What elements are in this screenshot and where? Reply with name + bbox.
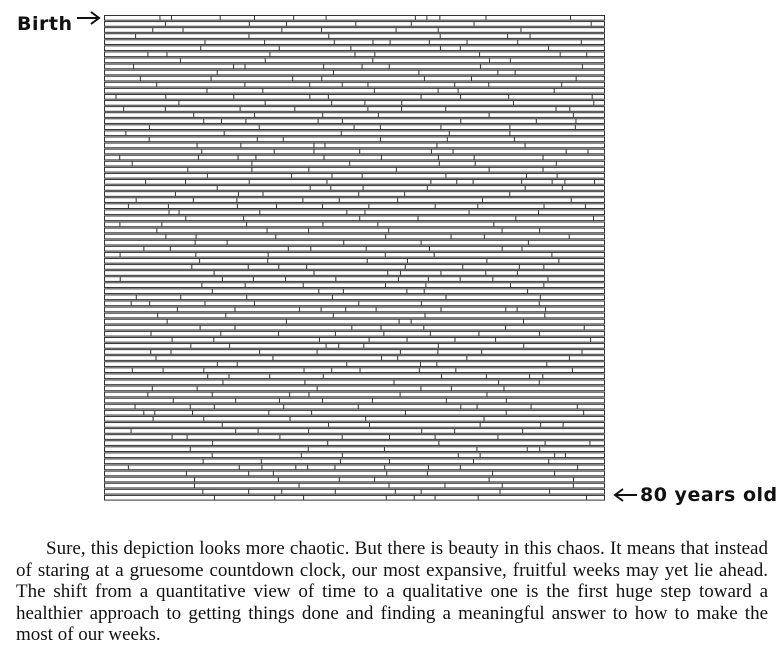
life-row xyxy=(105,149,605,154)
row-outline xyxy=(105,113,605,118)
row-outline xyxy=(105,259,605,264)
row-outline xyxy=(105,167,605,172)
life-row xyxy=(105,88,605,93)
row-outline xyxy=(105,216,605,221)
life-row xyxy=(105,362,605,367)
life-row xyxy=(105,483,605,488)
row-outline xyxy=(105,22,605,27)
row-outline xyxy=(105,76,605,81)
life-row xyxy=(105,295,605,300)
life-row xyxy=(105,34,605,39)
row-outline xyxy=(105,137,605,142)
life-row xyxy=(105,441,605,446)
row-outline xyxy=(105,325,605,330)
row-outline xyxy=(105,441,605,446)
row-outline xyxy=(105,429,605,434)
row-outline xyxy=(105,252,605,257)
life-row xyxy=(105,331,605,336)
life-row xyxy=(105,198,605,203)
row-outline xyxy=(105,161,605,166)
life-row xyxy=(105,246,605,251)
row-outline xyxy=(105,477,605,482)
row-outline xyxy=(105,295,605,300)
life-row xyxy=(105,289,605,294)
life-row xyxy=(105,161,605,166)
row-outline xyxy=(105,246,605,251)
life-row xyxy=(105,137,605,142)
row-outline xyxy=(105,94,605,99)
life-row xyxy=(105,447,605,452)
life-row xyxy=(105,465,605,470)
life-row xyxy=(105,344,605,349)
life-row xyxy=(105,423,605,428)
life-row xyxy=(105,356,605,361)
row-outline xyxy=(105,350,605,355)
row-outline xyxy=(105,119,605,124)
life-row xyxy=(105,252,605,257)
row-outline xyxy=(105,149,605,154)
row-outline xyxy=(105,453,605,458)
life-row xyxy=(105,489,605,494)
caption-paragraph: Sure, this depiction looks more chaotic. But there is beauty in this chaos. It means that instead of staring at a gruesome countdown clock, our most expansive, fruitful weeks may yet lie ahead. The shift from a quantitative view of time to a qualitative one is the first huge step toward a healthier approach to getting things done and finding a meaningful answer to how to make the most of our weeks. xyxy=(16,538,768,645)
life-row xyxy=(105,167,605,172)
row-outline xyxy=(105,173,605,178)
life-row xyxy=(105,222,605,227)
row-outline xyxy=(105,234,605,239)
life-row xyxy=(105,94,605,99)
row-outline xyxy=(105,46,605,51)
life-row xyxy=(105,119,605,124)
life-row xyxy=(105,325,605,330)
row-outline xyxy=(105,277,605,282)
life-row xyxy=(105,125,605,130)
life-row xyxy=(105,46,605,51)
row-outline xyxy=(105,204,605,209)
row-outline xyxy=(105,228,605,233)
life-row xyxy=(105,319,605,324)
life-row xyxy=(105,265,605,270)
row-outline xyxy=(105,82,605,87)
life-row xyxy=(105,259,605,264)
row-outline xyxy=(105,368,605,373)
arrow-right-icon xyxy=(76,10,102,26)
life-row xyxy=(105,416,605,421)
row-outline xyxy=(105,495,605,500)
life-row xyxy=(105,459,605,464)
row-outline xyxy=(105,265,605,270)
end-label: 80 years old xyxy=(640,484,778,506)
row-outline xyxy=(105,88,605,93)
life-row xyxy=(105,301,605,306)
life-row xyxy=(105,228,605,233)
row-outline xyxy=(105,471,605,476)
birth-label: Birth xyxy=(17,13,73,35)
life-row xyxy=(105,16,605,21)
row-outline xyxy=(105,289,605,294)
life-row xyxy=(105,28,605,33)
arrow-left-icon xyxy=(612,487,638,503)
row-outline xyxy=(105,222,605,227)
row-outline xyxy=(105,155,605,160)
life-row xyxy=(105,271,605,276)
row-outline xyxy=(105,331,605,336)
life-row xyxy=(105,477,605,482)
life-row xyxy=(105,70,605,75)
life-row xyxy=(105,22,605,27)
life-row xyxy=(105,64,605,69)
life-row xyxy=(105,386,605,391)
row-outline xyxy=(105,58,605,63)
life-row xyxy=(105,337,605,342)
row-outline xyxy=(105,307,605,312)
life-row xyxy=(105,368,605,373)
row-outline xyxy=(105,489,605,494)
row-outline xyxy=(105,423,605,428)
life-row xyxy=(105,495,605,500)
row-outline xyxy=(105,301,605,306)
row-outline xyxy=(105,356,605,361)
row-outline xyxy=(105,107,605,112)
life-row xyxy=(105,234,605,239)
row-outline xyxy=(105,459,605,464)
row-outline xyxy=(105,70,605,75)
row-outline xyxy=(105,386,605,391)
row-outline xyxy=(105,465,605,470)
life-row xyxy=(105,58,605,63)
life-row xyxy=(105,210,605,215)
life-row xyxy=(105,76,605,81)
row-outline xyxy=(105,186,605,191)
row-outline xyxy=(105,404,605,409)
life-row xyxy=(105,173,605,178)
life-row xyxy=(105,180,605,185)
life-row xyxy=(105,429,605,434)
life-row xyxy=(105,471,605,476)
life-row xyxy=(105,131,605,136)
row-outline xyxy=(105,40,605,45)
row-outline xyxy=(105,337,605,342)
life-row xyxy=(105,283,605,288)
life-row xyxy=(105,82,605,87)
row-outline xyxy=(105,101,605,106)
life-row xyxy=(105,313,605,318)
life-row xyxy=(105,113,605,118)
row-outline xyxy=(105,131,605,136)
life-row xyxy=(105,101,605,106)
row-outline xyxy=(105,447,605,452)
life-weeks-grid xyxy=(103,14,606,504)
life-row xyxy=(105,143,605,148)
row-outline xyxy=(105,416,605,421)
row-outline xyxy=(105,410,605,415)
row-outline xyxy=(105,64,605,69)
row-outline xyxy=(105,435,605,440)
life-row xyxy=(105,186,605,191)
life-row xyxy=(105,40,605,45)
row-outline xyxy=(105,192,605,197)
row-outline xyxy=(105,344,605,349)
life-row xyxy=(105,107,605,112)
row-outline xyxy=(105,28,605,33)
life-row xyxy=(105,216,605,221)
life-row xyxy=(105,307,605,312)
life-row xyxy=(105,380,605,385)
life-row xyxy=(105,404,605,409)
row-outline xyxy=(105,180,605,185)
row-outline xyxy=(105,240,605,245)
row-outline xyxy=(105,398,605,403)
life-row xyxy=(105,240,605,245)
row-outline xyxy=(105,271,605,276)
life-row xyxy=(105,52,605,57)
row-outline xyxy=(105,392,605,397)
row-outline xyxy=(105,483,605,488)
row-outline xyxy=(105,319,605,324)
life-row xyxy=(105,392,605,397)
life-row xyxy=(105,192,605,197)
row-outline xyxy=(105,198,605,203)
row-outline xyxy=(105,283,605,288)
row-outline xyxy=(105,143,605,148)
life-row xyxy=(105,374,605,379)
row-outline xyxy=(105,34,605,39)
life-row xyxy=(105,155,605,160)
life-row xyxy=(105,453,605,458)
life-row xyxy=(105,350,605,355)
row-outline xyxy=(105,313,605,318)
row-outline xyxy=(105,380,605,385)
life-row xyxy=(105,277,605,282)
life-row xyxy=(105,435,605,440)
row-outline xyxy=(105,362,605,367)
life-row xyxy=(105,398,605,403)
row-outline xyxy=(105,16,605,21)
life-row xyxy=(105,410,605,415)
life-row xyxy=(105,204,605,209)
